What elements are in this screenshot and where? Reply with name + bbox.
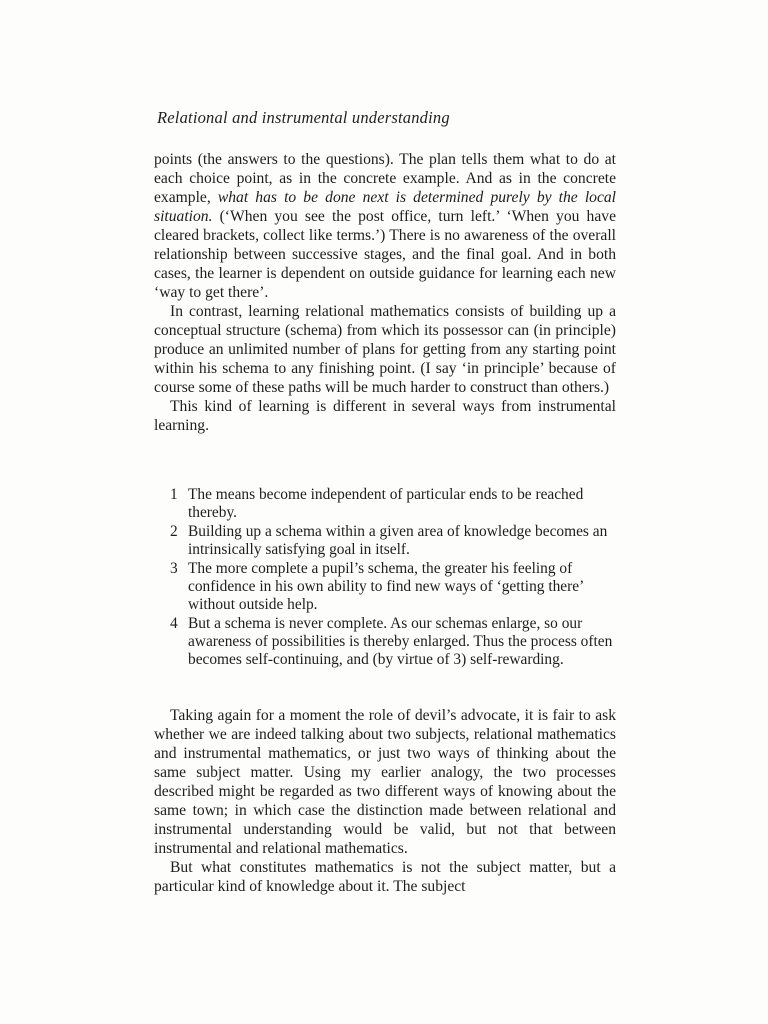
- paragraph-different-ways: This kind of learning is different in several ways from instrumental learning.: [154, 398, 616, 434]
- list-item-text: But a schema is never complete. As our schemas enlarge, so our awareness of possibilities is thereby enlarged. Thus the process often becomes self-continuing, and (by virtue of 3) self-rewarding.: [188, 615, 613, 668]
- text-block-lower: [154, 706, 616, 896]
- list-item-text: The more complete a pupil’s schema, the greater his feeling of confidence in his own ability to find new ways of ‘getting there’ without outside help.: [188, 560, 584, 613]
- list-number: 2: [170, 523, 178, 540]
- paragraph-text: points (the answers to the questions). The plan tells them what to do at each choice point, as in the concrete example. And as in the concrete example,: [154, 151, 616, 206]
- paragraph-what-constitutes: But what constitutes mathematics is not the subject matter, but a particular kind of knowledge about it. The subject: [154, 859, 616, 895]
- numbered-list: [165, 486, 615, 670]
- text-block-upper: [154, 150, 616, 435]
- paragraph-devils-advocate: Taking again for a moment the role of devil’s advocate, it is fair to ask whether we are indeed talking about two subjects, relational mathematics and instrumental mathematics, or just two ways of thinking about the same subject matter. Using my earlier analogy, the two processes described might be regarded as two different ways of knowing about the same town; in which case the distinction made between relational and instrumental understanding would be valid, but not that between instrumental and relational mathematics.: [154, 707, 616, 857]
- paragraph-plan-guidance: [154, 150, 616, 302]
- list-item-text: The means become independent of particular ends to be reached thereby.: [188, 486, 584, 521]
- list-item: [165, 560, 615, 614]
- list-number: 3: [170, 560, 178, 577]
- running-head: Relational and instrumental understanding: [157, 108, 450, 127]
- paragraph-relational-learning: In contrast, learning relational mathematics consists of building up a conceptual structure (schema) from which its possessor can (in principle) produce an unlimited number of plans for getting from any starting point within his schema to any finishing point. (I say ‘in principle’ because of course some of these paths will be much harder to construct than others.): [154, 303, 616, 396]
- list-number: 1: [170, 486, 178, 503]
- list-number: 4: [170, 615, 178, 632]
- list-item: [165, 523, 615, 559]
- italic-emphasis: what has to be done next is determined purely by the local situation.: [154, 189, 616, 225]
- list-item: [165, 486, 615, 522]
- paragraph-text: (‘When you see the post office, turn left.’ ‘When you have cleared brackets, collect like terms.’) There is no awareness of the overall relationship between successive stages, and the final goal. And in both cases, the learner is dependent on outside guidance for learning each new ‘way to get there’.: [154, 208, 616, 301]
- list-item: [165, 615, 615, 669]
- list-item-text: Building up a schema within a given area of knowledge becomes an intrinsically satisfying goal in itself.: [188, 523, 608, 558]
